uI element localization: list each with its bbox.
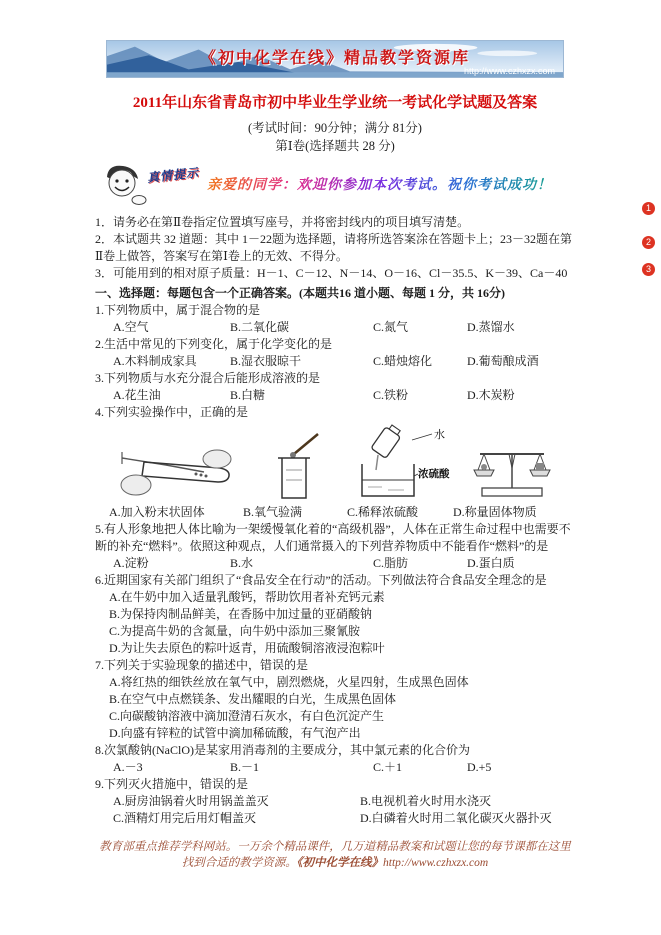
question-7-option-d: D.向盛有锌粒的试管中滴加稀硫酸，有气泡产出 [109, 726, 361, 740]
question-7-options [95, 674, 575, 742]
greeting-row [95, 160, 575, 208]
question-1-option-c: C.氮气 [373, 320, 409, 334]
exam-title: 2011年山东省青岛市初中毕业生学业统一考试化学试题及答案 [132, 95, 538, 111]
question-3 [95, 370, 575, 404]
question-4-option-d: D.称量固体物质 [453, 505, 537, 519]
footer-text: 教育部重点推荐学科网站。一万余个精品课件，几万道精品教案和试题让您的每节课都在这里找到合适的教学资源。 [99, 841, 571, 869]
question-6-option-c: C.为提高牛奶的含氮量，向牛奶中添加三聚氰胺 [109, 624, 361, 638]
instruction-1: 1．请务必在第Ⅱ卷指定位置填写座号，并将密封线内的项目填写清楚。 [95, 215, 470, 229]
question-3-option-b: B.白糖 [230, 388, 266, 402]
question-6-option-d: D.为让失去原色的粽叶返青，用硫酸铜溶液浸泡粽叶 [109, 641, 385, 655]
question-8-option-d: D.+5 [467, 760, 492, 774]
mascot-badge: 真情提示 [146, 165, 200, 185]
question-3-option-a: A.花生油 [113, 388, 161, 402]
question-8-option-b: B.－1 [230, 760, 260, 774]
question-4-stem: 4.下列实验操作中，正确的是 [95, 405, 249, 419]
dilute-acid-illustration-icon [348, 424, 452, 504]
question-6 [95, 572, 575, 657]
question-1-option-a: A.空气 [113, 320, 149, 334]
question-8-option-c: C.＋1 [373, 760, 403, 774]
question-8 [95, 742, 575, 776]
question-6-option-a: A.在牛奶中加入适量乳酸钙，帮助饮用者补充钙元素 [109, 590, 385, 604]
margin-marker-1: 1 [642, 202, 655, 215]
banner-title: 《初中化学在线》精品教学资源库 [199, 50, 470, 67]
question-1-option-d: D.蒸馏水 [467, 320, 515, 334]
instruction-2: 2．本试题共 32 道题：其中 1－22题为选择题，请将所选答案涂在答题卡上；23－32题在第Ⅱ卷上做答，答案写在第Ⅰ卷上的无效、不得分。 [95, 232, 573, 263]
acid-label: 浓硫酸 [418, 469, 450, 480]
question-3-option-c: C.铁粉 [373, 388, 409, 402]
question-4-option-a: A.加入粉末状固体 [109, 505, 205, 519]
question-9-option-c: C.酒精灯用完后用灯帽盖灭 [113, 811, 257, 825]
question-1 [95, 302, 575, 336]
question-9-option-d: D.白磷着火时用二氧化碳灭火器扑灭 [360, 811, 552, 825]
add-powder-illustration-icon [116, 432, 236, 504]
margin-marker-2: 2 [642, 236, 655, 249]
banner-url-link[interactable]: http://www.czhxzx.com [463, 66, 555, 76]
greeting-text: 亲爱的同学：欢迎你参加本次考试。祝你考试成功！ [207, 174, 552, 194]
question-1-stem: 1.下列物质中，属于混合物的是 [95, 303, 261, 317]
question-5 [95, 521, 575, 572]
margin-marker-3: 3 [642, 263, 655, 276]
question-3-option-d: D.木炭粉 [467, 388, 515, 402]
oxygen-test-illustration-icon [260, 428, 330, 504]
question-2-option-c: C.蜡烛熔化 [373, 354, 433, 368]
footer-url-link[interactable]: http://www.czhxzx.com [383, 857, 489, 869]
mascot-illustration [95, 160, 207, 208]
page-footer [95, 839, 575, 871]
question-7-option-b: B.在空气中点燃镁条、发出耀眼的白光，生成黑色固体 [109, 692, 397, 706]
question-2-option-d: D.葡萄酿成酒 [467, 354, 539, 368]
mascot-face-icon [95, 160, 151, 208]
question-2 [95, 336, 575, 370]
question-8-options [95, 759, 575, 776]
question-6-stem: 6.近期国家有关部门组织了“食品安全在行动”的活动。下列做法符合食品安全理念的是 [95, 573, 547, 587]
question-5-option-a: A.淀粉 [113, 556, 149, 570]
question-6-option-b: B.为保持肉制品鲜美，在香肠中加过量的亚硝酸钠 [109, 607, 373, 621]
question-4 [95, 404, 575, 520]
question-5-option-b: B.水 [230, 556, 254, 570]
question-4-figures [95, 424, 575, 520]
instruction-3: 3．可能用到的相对原子质量：H－1、C－12、N－14、O－16、Cl－35.5、K－39、Ca－40 [95, 266, 568, 280]
question-6-options [95, 589, 575, 657]
water-label: 水 [434, 429, 445, 441]
instructions-block [95, 214, 575, 282]
question-4-option-b: B.氧气验满 [243, 505, 303, 519]
figure-oxygen-test [243, 428, 347, 520]
question-7-option-c: C.向碳酸钠溶液中滴加澄清石灰水，有白色沉淀产生 [109, 709, 385, 723]
site-banner [106, 40, 564, 78]
question-9-option-b: B.电视机着火时用水浇灭 [360, 794, 492, 808]
figure-dilute-acid [347, 424, 453, 520]
section-heading: 一、选择题：每题包含一个正确答案。(本题共16 道小题、每题 1 分，共 16分) [95, 286, 505, 300]
paper-section-title: 第Ⅰ卷(选择题共 28 分) [275, 139, 395, 153]
footer-site-name: 《初中化学在线》 [296, 857, 384, 869]
question-7-option-a: A.将红热的细铁丝放在氧气中，剧烈燃烧，火星四射，生成黑色固体 [109, 675, 469, 689]
question-5-option-c: C.脂肪 [373, 556, 409, 570]
question-4-option-c: C.稀释浓硫酸 [347, 505, 419, 519]
question-2-options [95, 353, 575, 370]
question-8-stem: 8.次氯酸钠(NaClO)是某家用消毒剂的主要成分，其中氯元素的化合价为 [95, 743, 470, 757]
question-2-option-b: B.湿衣服晾干 [230, 354, 302, 368]
question-7 [95, 657, 575, 742]
question-5-options [95, 555, 575, 572]
balance-illustration-icon [464, 426, 560, 504]
question-1-option-b: B.二氧化碳 [230, 320, 290, 334]
question-9-stem: 9.下列灭火措施中，错误的是 [95, 777, 249, 791]
question-3-options [95, 387, 575, 404]
question-9-options [95, 793, 575, 827]
question-2-stem: 2.生活中常见的下列变化，属于化学变化的是 [95, 337, 333, 351]
question-9 [95, 776, 575, 827]
question-2-option-a: A.木料制成家具 [113, 354, 197, 368]
question-1-options [95, 319, 575, 336]
question-5-stem: 5.有人形象地把人体比喻为一架缓慢氧化着的“高级机器”，人体在正常生命过程中也需要不断的补充“燃料”。依照这种观点，人们通常摄入的下列营养物质中不能看作“燃料”的是 [95, 522, 571, 553]
exam-info: (考试时间：90分钟；满分 81分) [248, 121, 422, 135]
question-3-stem: 3.下列物质与水充分混合后能形成溶液的是 [95, 371, 321, 385]
question-8-option-a: A.－3 [113, 760, 143, 774]
figure-balance [453, 426, 571, 520]
question-7-stem: 7.下列关于实验现象的描述中，错误的是 [95, 658, 309, 672]
figure-add-powder [109, 432, 243, 520]
question-9-option-a: A.厨房油锅着火时用锅盖盖灭 [113, 794, 269, 808]
question-5-option-d: D.蛋白质 [467, 556, 515, 570]
